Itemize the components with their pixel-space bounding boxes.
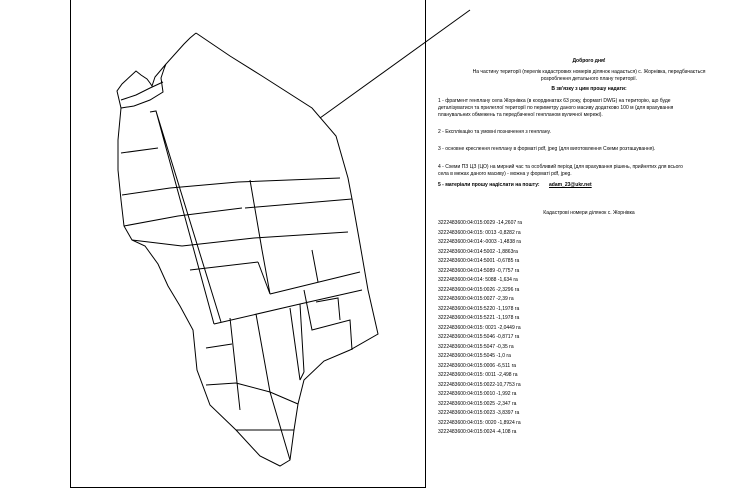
cadastral-item: 3222483600:04:015:0025 -2,347 га xyxy=(438,400,517,407)
cadastral-item: 3222483600:04:014:5001 -0,6785 га xyxy=(438,258,520,264)
cadastral-item: 3222483600:04:015:0026 -2,3296 га xyxy=(438,286,520,293)
item-3: 3 - основне креслення генплану в форматі pdf, jpeg (для виготовлення Схеми розташування). xyxy=(438,146,656,152)
item-4-line-1: 4 - Схеми ПЗ ЦЗ (ЦО) на мирний час та особливий період (для врахування рішень, прийнятих для всього xyxy=(438,164,683,170)
cadastral-item: 3222483600:04:015:5045 -1,0 га xyxy=(438,353,511,359)
cadastral-item: 3222483600:04:014:-0003 -1,4838 га xyxy=(438,239,521,245)
letter-panel xyxy=(428,0,750,500)
cadastral-item: 3222483600:04:015:5047 -0,35 га xyxy=(438,343,514,350)
cadastral-item: 3222483600:04:014: 5088 -1,634 га xyxy=(438,277,518,283)
email-link[interactable]: adam_23@ukr.net xyxy=(549,182,592,188)
cadastral-item: 3222483600:04:015:0010 -1,992 га xyxy=(438,391,517,397)
cadastral-item: 3222483600:04:015:0024 -4,108 га xyxy=(438,429,517,435)
cadastral-item: 3222483600:04:015:0022-10,7753 га xyxy=(438,381,521,388)
cadastral-item: 3222483600:04:014:5089 -0,7757 га xyxy=(438,267,520,274)
cadastral-item: 3222483600:04:015:0023 -3,8397 га xyxy=(438,410,520,416)
cadastral-item: 3222483600:04:015:5046 -0,8717 га xyxy=(438,334,520,340)
item-2: 2 - Експлікацію та умовні позначення з генплану. xyxy=(438,129,551,135)
cadastral-item: 3222483600:04:015:5220 -1,1978 га xyxy=(438,305,520,312)
cadastral-item: 3222483600:04:015: 0020 -1,8924 га xyxy=(438,419,521,426)
cadastral-item: 3222483600:04:015:0027 -2,39 га xyxy=(438,296,514,302)
parcel-notch xyxy=(121,82,163,100)
cadastral-item: 3222483600:04:015: 0013 -0,8282 га xyxy=(438,229,521,236)
item-5-label: 5 - матеріали прошу надіслати на пошту: xyxy=(438,182,540,188)
item-4-line-2: села в межах даного масиву) - можна у форматі pdf, jpeg. xyxy=(438,171,572,177)
parcel-boundary xyxy=(117,33,378,466)
item-5 xyxy=(438,182,738,189)
request-heading: В зв'язку з цим прошу надати: xyxy=(551,86,627,92)
item-1-line-2: деталізуватися та прилеглої території по периметру даного масиву додатково 100 м (для врахування xyxy=(438,105,674,111)
intro-line-2: розроблення детального плану території. xyxy=(540,76,638,82)
cadastral-heading: Кадастрові номери ділянок с. Жорнівка xyxy=(543,210,635,216)
cadastral-item: 3222483600:04:015: 0011 -2,498 га xyxy=(438,372,518,378)
cadastral-item: 3222483600:04:015:0006 -6,511 га xyxy=(438,362,517,369)
intro-line-1: На частину території (перелік кадастрових номерів ділянок надається) с. Жорнівка, передбачається xyxy=(472,69,706,75)
item-1-line-1: 1 - фрагмент генплану села Жорнівка (в координатах 63 року, форматі DWG) на територію, що буде xyxy=(438,98,671,104)
parcel-divisions xyxy=(121,148,362,460)
cadastral-item: 3222483600:04:015:0029 -14,2607 га xyxy=(438,220,523,226)
item-1-line-3: планувальних обмежень та передбаченої генпланом вуличної мережі). xyxy=(438,112,603,118)
greeting: Доброго дня! xyxy=(572,58,606,64)
cadastral-item: 3222483600:04:015:5221 -1,1978 га xyxy=(438,315,520,321)
cadastral-item: 3222483600:04:014:5002 -1,8863га xyxy=(438,248,518,255)
cadastral-item: 3222483600:04:015: 0021 -2,0449 га xyxy=(438,324,521,331)
road-strip xyxy=(150,111,221,324)
